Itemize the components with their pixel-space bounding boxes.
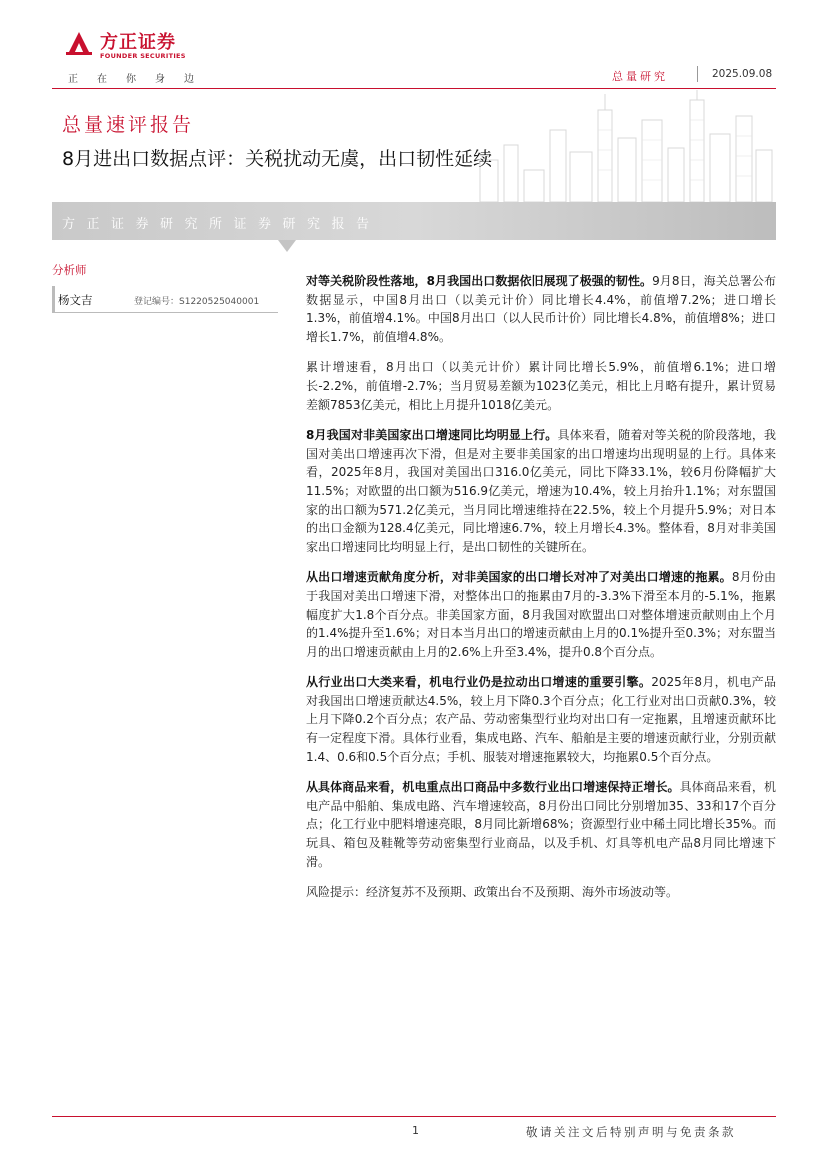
paragraph-text: 9月8日，海关总署公布数据显示，中国8月出口（以美元计价）同比增长4.4%，前值增7.2%；进口增长1.3%，前值增4.1%。中国8月出口（以人民币计价）同比增长4.8%，前值增8%；进口增长1.7%，前值增4.8%。: [306, 274, 776, 344]
paragraph-text: 8月份由于我国对美出口增速下滑，对整体出口的拖累由7月的-3.3%下滑至本月的-5.1%，拖累幅度扩大1.8个百分点。非美国家方面，8月我国对欧盟出口对整体增速贡献则由上个月的1.4%提升至1.6%；对日本当月出口的增速贡献由上月的0.1%提升至0.3%；对东盟当月的出口增速贡献由上月的2.6%上升至3.4%，提升0.8个百分点。: [306, 570, 776, 659]
header-separator: [697, 66, 698, 82]
logo-english-name: FOUNDER SECURITIES: [100, 52, 186, 60]
paragraph: [306, 426, 776, 556]
logo-chinese-name: 方正证券: [100, 32, 176, 53]
company-slogan: 正在你身边: [68, 74, 213, 85]
disclaimer-notice: 敬请关注文后特别声明与免责条款: [526, 1125, 736, 1139]
analyst-name: 杨文吉: [58, 293, 93, 307]
registration-label: 登记编号：: [134, 297, 180, 307]
report-category: 总量研究: [612, 70, 668, 83]
analyst-divider: [52, 312, 278, 313]
founder-logo-icon: [64, 28, 94, 56]
paragraph: [306, 272, 776, 346]
paragraph-lead: 从出口增速贡献角度分析，对非美国家的出口增长对冲了对美出口增速的拖累。: [306, 570, 732, 585]
footer-divider: [52, 1116, 776, 1117]
paragraph-text: 风险提示：经济复苏不及预期、政策出台不及预期、海外市场波动等。: [306, 885, 679, 900]
paragraph-text: 2025年8月，机电产品对我国出口增速贡献达4.5%，较上月下降0.3个百分点；化工行业对出口贡献0.3%，较上月下降0.2个百分点；农产品、劳动密集型行业均对出口有一定拖累，且增速贡献环比有一定程度下滑。具体行业看，集成电路、汽车、船舶是主要的增速贡献行业，分别贡献1.4、0.6和0.5个百分点；手机、服装对增速拖累较大，均拖累0.5个百分点。: [306, 675, 776, 764]
banner-notch-icon: [278, 240, 296, 254]
header-divider: [52, 88, 776, 89]
analyst-label: 分析师: [52, 263, 87, 277]
registration-number: S1220525040001: [179, 297, 260, 307]
banner-text: 方正证券研究所证券研究报告: [62, 217, 381, 232]
paragraph-lead: 从行业出口大类来看，机电行业仍是拉动出口增速的重要引擎。: [306, 675, 652, 690]
report-title: 8月进出口数据点评：关税扰动无虞，出口韧性延续: [62, 148, 493, 170]
paragraph: [306, 568, 776, 661]
paragraph-text: 具体商品来看，机电产品中船舶、集成电路、汽车增速较高，8月份出口同比分别增加35、33和17个百分点；化工行业中肥料增速亮眼，8月同比新增68%；资源型行业中稀土同比增长35%。而玩具、箱包及鞋靴等劳动密集型行业商品，以及手机、灯具等机电产品8月同比增速下滑。: [306, 780, 776, 869]
paragraph-text: 具体来看，随着对等关税的阶段落地，我国对美出口增速再次下滑，但是对主要非美国家的出口增速均出现明显的上行。具体来看，2025年8月，我国对美国出口316.0亿美元，同比下降33.1%，较6月份降幅扩大11.5%；对欧盟的出口额为516.9亿美元，增速为10.4%，较上月抬升1.1%；对东盟国家的出口额为571.2亿美元，当月同比增速维持在22.5%，较上个月提升5.9%；对日本的出口金额为128.4亿美元，同比增速6.7%，较上月增长4.3%。整体看，8月对非美国家出口增速同比均明显上行，是出口韧性的关键所在。: [306, 428, 776, 554]
city-skyline-illustration: [470, 90, 776, 202]
paragraph: [306, 358, 776, 414]
report-date: 2025.09.08: [712, 68, 773, 80]
page-number: 1: [412, 1124, 419, 1137]
report-type: 总量速评报告: [62, 114, 195, 136]
paragraph: [306, 778, 776, 871]
paragraph-lead: 对等关税阶段性落地，8月我国出口数据依旧展现了极强的韧性。: [306, 274, 653, 288]
analyst-registration: [134, 294, 259, 307]
report-body: [306, 272, 776, 914]
risk-warning: [306, 883, 776, 902]
paragraph-lead: 从具体商品来看，机电重点出口商品中多数行业出口增速保持正增长。: [306, 780, 680, 795]
paragraph-lead: 8月我国对非美国家出口增速同比均明显上行。: [306, 428, 558, 443]
paragraph-text: 累计增速看，8月出口（以美元计价）累计同比增长5.9%，前值增6.1%；进口增长-2.2%，前值增-2.7%；当月贸易差额为1023亿美元，相比上月略有提升，累计贸易差额7853亿美元，相比上月提升1018亿美元。: [306, 360, 776, 412]
paragraph: [306, 673, 776, 766]
